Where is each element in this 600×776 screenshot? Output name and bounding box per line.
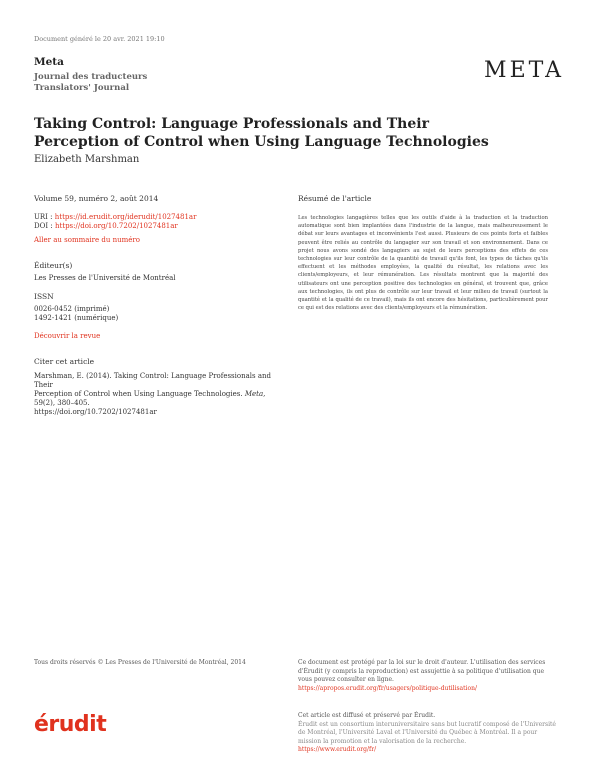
citation-doi[interactable]: https://doi.org/10.7202/1027481ar xyxy=(34,408,157,416)
doi-link[interactable]: https://doi.org/10.7202/1027481ar xyxy=(54,222,178,230)
legal-notice xyxy=(298,659,558,693)
publisher-label: Éditeur(s) xyxy=(34,261,73,270)
erudit-site-link[interactable]: https://www.erudit.org/fr/ xyxy=(298,746,377,753)
journal-subtitle-fr: Journal des traducteurs xyxy=(34,72,148,82)
issn-digital: 1492-1421 (numérique) xyxy=(34,314,119,322)
uri-line xyxy=(34,213,284,222)
abstract-section xyxy=(298,194,548,312)
legal-text: Ce document est protégé par la loi sur le droit d'auteur. L'utilisation des services d'Érudit (y compris la reproduction) est assujettie à sa politique d'utilisation que vous pouvez consulter en ligne. xyxy=(298,659,546,683)
erudit-about: Érudit est un consortium interuniversitaire sans but lucratif composé de l'Université de Montréal, l'Université Laval et l'Université du Québec à Montréal. Il a pour mission la promotion et la valorisation de la recherche. xyxy=(298,720,556,745)
toc-link[interactable]: Aller au sommaire du numéro xyxy=(34,236,140,244)
meta-logo: META xyxy=(484,58,564,83)
publisher-name: Les Presses de l'Université de Montréal xyxy=(34,274,176,282)
article-details xyxy=(34,194,284,417)
doi-label: DOI : xyxy=(34,222,55,230)
uri-link[interactable]: https://id.erudit.org/iderudit/1027481ar xyxy=(54,213,197,221)
citation xyxy=(34,372,284,417)
issn-print: 0026-0452 (imprimé) xyxy=(34,305,110,313)
abstract-text: Les technologies langagières telles que les outils d'aide à la traduction et la traduction automatique sont bien implantées dans l'industrie de la langue, mais malheureusement le débat sur leurs avantages et inconvénients l'est aussi. Plusieurs de ces points forts et faibles peuvent être reliés au contrôle du langagier sur son travail et son environnement. Dans ce projet nous avons sondé des langagiers au sujet de leurs perceptions des effets de ces technologies sur leur contrôle de la quantité de travail qu'ils font, les types de tâches qu'ils effectuent et les méthodes employées, la qualité du résultat, les relations avec les clients/employeurs, et leur rémunération. Les résultats montrent que la majorité des utilisateurs ont une perception positive des technologies en général, et trouvent que, grâce aux technologies, ils ont plus de contrôle sur leur travail et leur milieu de travail (surtout la quantité et la qualité de ce travail), mais ils ont encore des hésitations, particulièrement pour ce qui est des relations avec des clients/employeurs et la rémunération. xyxy=(298,215,548,312)
copyright-notice: Tous droits réservés © Les Presses de l'Université de Montréal, 2014 xyxy=(34,659,246,666)
volume-info: Volume 59, numéro 2, août 2014 xyxy=(34,194,159,203)
doi-line xyxy=(34,222,284,231)
uri-label: URI : xyxy=(34,213,55,221)
journal-subtitles xyxy=(34,72,234,94)
erudit-logo: érudit xyxy=(34,712,107,737)
journal-name: Meta xyxy=(34,56,64,68)
article-title: Taking Control: Language Professionals and Their Perception of Control when Using Language Technologies xyxy=(34,116,489,150)
generation-date: Document généré le 20 avr. 2021 19:10 xyxy=(34,35,165,43)
citation-text: Perception of Control when Using Language Technologies. xyxy=(34,390,245,398)
erudit-info xyxy=(298,712,558,755)
citation-volume: , 59(2), 380–405. xyxy=(34,390,266,407)
discover-link[interactable]: Découvrir la revue xyxy=(34,332,101,340)
preserved-notice: Cet article est diffusé et préservé par Érudit. xyxy=(298,712,436,719)
article-author: Elizabeth Marshman xyxy=(34,154,140,165)
citation-journal: Meta xyxy=(244,390,264,398)
journal-subtitle-en: Translators' Journal xyxy=(34,83,130,93)
issn-label: ISSN xyxy=(34,292,54,301)
citation-line-1: Marshman, E. (2014). Taking Control: Language Professionals and Their xyxy=(34,372,271,389)
usage-policy-link[interactable]: https://apropos.erudit.org/fr/usagers/politique-dutilisation/ xyxy=(298,684,477,692)
cite-label: Citer cet article xyxy=(34,357,95,366)
citation-line-2 xyxy=(34,390,284,408)
abstract-title: Résumé de l'article xyxy=(298,194,372,203)
